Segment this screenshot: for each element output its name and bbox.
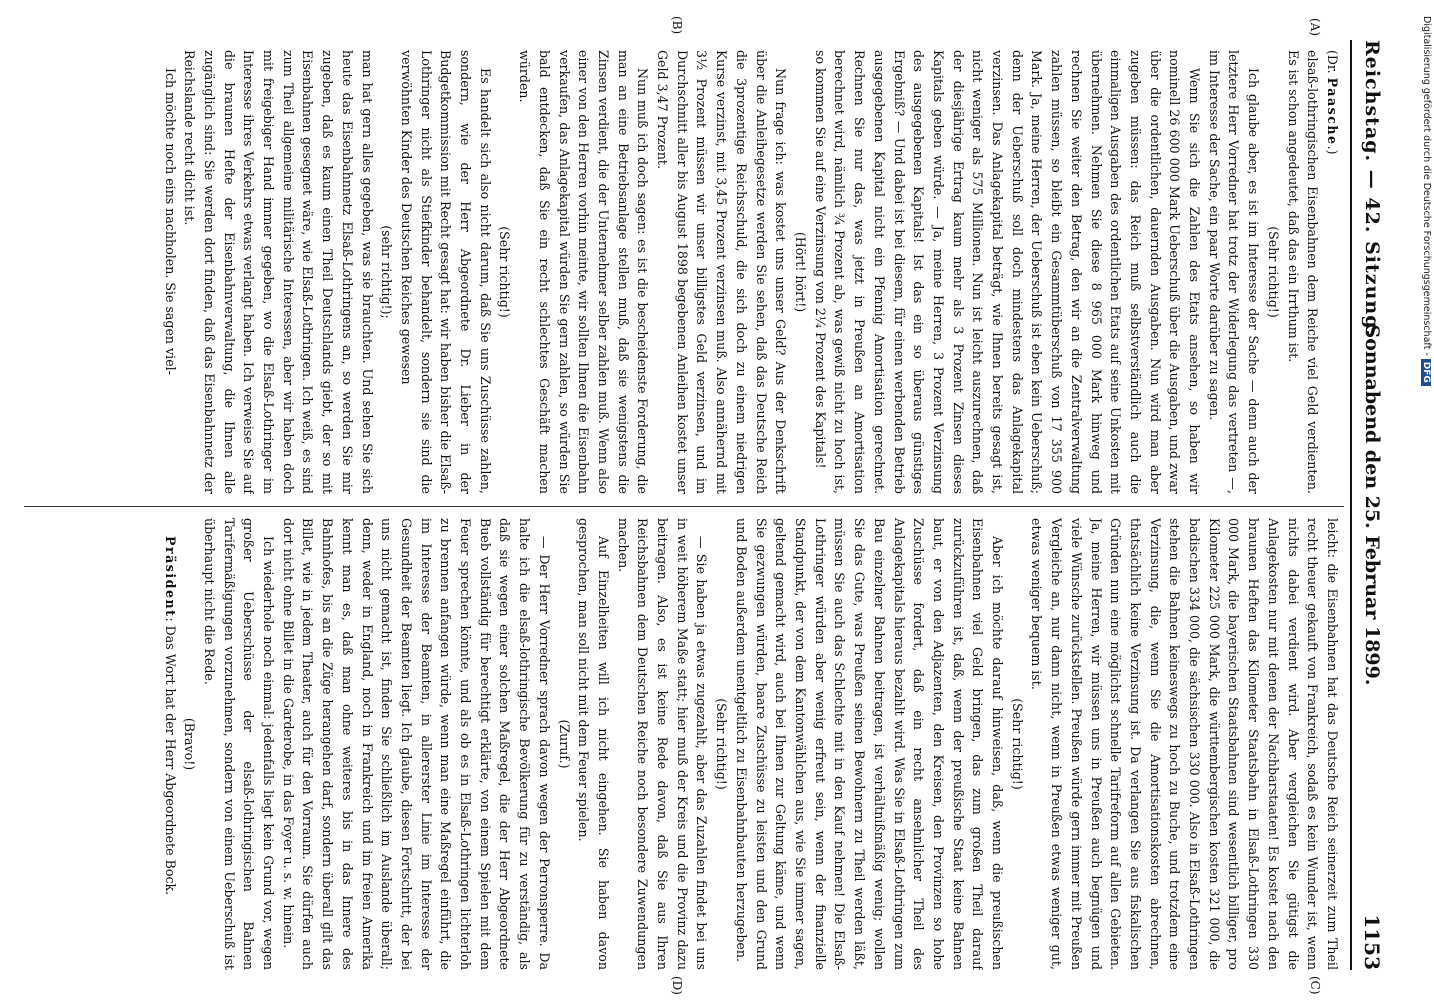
- paragraph: Ich glaube aber, es ist im Interesse der Sache — denn auch der letztere Herr Vorredner hat trotz der Widerlegung das vertreten —, im Interesse der Sache, ein paar Worte darüber zu sagen.: [1206, 50, 1262, 494]
- paragraph: leicht: die Eisenbahnen hat das Deutsche Reich seinerzeit zum Theil recht theuer gekauft von Frankreich, sodaß es kein Wunder ist, wenn nichts dabei verdient wird. Aber vergleichen Sie gütigst die Anlagekosten nur mit denen der Nachbarstaaten! Es kostet nach den braunen Heften das Kilometer Staatsbahn in Elsaß-Lothringen 330 000 Mark, die bayerischen Staatsbahnen sind wesentlich billiger, pro Kilometer 225 000 Mark, die württembergischen kosten 321 000, die badischen 334 000, die sächsischen 330 000. Also in Elsaß-Lothringen stehen die Bahnen keineswegs zu hoch zu Buche, und trotzdem eine Verzinsung, die, wenn Sie die Amortisationskosten abrechnen, thatsächlich keine Verzinsung ist. Da verlangen Sie aus fiskalischen Gründen nun eine möglichst schnelle Tarifreform auf allen Gebieten. Ja, meine Herren, wir müssen uns in Preußen auch begnügen und viele Wünsche zurückstellen. Preußen würde gern immer mit Preußen Vergleiche an, nur dann nicht, wenn in Preußen etwas weniger gut, etwas weniger bequem ist.: [1029, 518, 1340, 970]
- margin-mark-a: (A): [1308, 18, 1322, 37]
- interjection: (Sehr richtig!): [1265, 226, 1281, 318]
- paragraph: Nun frage ich: was kostet uns unser Geld? Aus der Denkschrift über die Anleihegesetze werden Sie sehen, daß das Deutsche Reich die 3prozentige Reichsschuld, die sich doch zu einem niedrigen Kurse verzinst, mit 3,45 Prozent verzinsen muß. Also annähernd mit 3½ Prozent müssen wir unser billigstes Geld verzinsen, und im Durchschnitt aller bis August 1898 begebenen Anleihen kostet unser Geld 3,47 Prozent.: [655, 50, 789, 494]
- paragraph: Es handelt sich also nicht darum, daß Sie uns Zuschüsse zahlen, sondern, wie der Herr Abgeordnete Dr. Lieber in der Budgetkommission mit Recht gesagt hat: wir haben bisher die Elsaß-Lothringer nicht als Stiefkinder behandelt, sondern sie sind die verwöhnten Kinder des Deutschen Reiches gewesen: [398, 50, 493, 494]
- paragraph: Wenn Sie sich die Zahlen des Etats ansehen, so haben wir nominell 26 600 000 Mark Ueberschuß über die Ausgaben, und zwar über die ordentlichen, dauernden Ausgaben. Nun wird man aber zugeben müssen: das Reich muß selbstverständlich auch die einmaligen Ausgaben des ordentlichen Etats auf seine Unkosten mit übernehmen. Nehmen Sie diese 8 965 000 Mark hinweg und rechnen Sie weiter den Betrag, den wir an die Zentralverwaltung zahlen müssen, so bleibt ein Gesammtüberschuß von 17 355 900 Mark. Ja, meine Herren, der Ueberschuß ist eben kein Ueberschuß; denn der Ueberschuß soll doch mindestens das Anlagekapital verzinsen. Das Anlagekapital beträgt, wie Ihnen bereits gesagt ist, nicht weniger als 575 Millionen. Nun ist leicht auszurechnen, daß der diesjährige Ertrag kaum mehr als 3 Prozent Zinsen dieses Kapitals geben würde. — Ja, meine Herren, 3 Prozent Verzinsung des ausgegebenen Kapitals! Ist das ein so überaus günstiges Ergebniß? — Und dabei ist bei diesem, für einen werbenden Betrieb ausgegebenen Kapital nicht ein Pfennig Amortisation gerechnet. Rechnen Sie nur das, was jetzt in Preußen an Amortisation berechnet wird, nämlich ¾ Prozent ab, was gewiß nicht zu hoch ist, so kommen Sie auf eine Verzinsung von 2¼ Prozent des Kapitals!: [812, 50, 1203, 494]
- dfg-logo: DFG: [1421, 359, 1431, 386]
- paragraph: Präsident: Das Wort hat der Herr Abgeordnete Bock.: [162, 536, 178, 896]
- margin-mark-c: (C): [1308, 976, 1322, 995]
- interjection: (sehr richtig!);: [379, 225, 395, 319]
- paragraph: Auf Einzelheiten will ich nicht eingehen. Sie haben davon gesprochen, man soll nicht mit dem Feuer spielen.: [576, 518, 611, 970]
- digitization-note: Digitalisierung gefördert durch die Deutsche Forschungsgemeinschaft -: [1421, 16, 1432, 356]
- page-number: 1153: [1360, 914, 1384, 970]
- interjection: (Sehr richtig!): [1009, 698, 1025, 790]
- margin-mark-d: (D): [670, 976, 684, 995]
- margin-mark-b: (B): [670, 16, 684, 35]
- page-header: [1356, 40, 1388, 970]
- digitization-credit: [1418, 8, 1434, 988]
- header-rule: [1350, 40, 1352, 970]
- column-divider: [24, 506, 1344, 507]
- interjection: (Zuruf.): [556, 719, 572, 769]
- header-date: Sonnabend den 25. Februar 1899.: [1361, 324, 1383, 686]
- interjection: (Sehr richtig!): [497, 226, 513, 318]
- interjection: (Hört! hört!): [793, 231, 809, 313]
- paragraph: elsaß-lothringischen Eisenbahnen dem Reiche viel Geld verdienten. Es ist schon angedeutet, daß das ein Irrthum ist.: [1285, 50, 1321, 494]
- speaker-line: (Dr. Paasche.): [1325, 50, 1340, 155]
- paragraph: Ich wiederhole noch einmal: jedenfalls liegt kein Grund vor, wegen großer Ueberschüsse der elsaß-lothringischen Bahnen Tarifermäßigungen vorzunehmen, sondern von einem Ueberschuß ist überhaupt nicht die Rede.: [201, 518, 277, 970]
- president-label: Präsident: [162, 536, 178, 618]
- paragraph: — Der Herr Vorredner sprach davon wegen der Perronsperre. Da halte ich die elsaß-lothringische Bevölkerung für zu verständig, als daß sie wegen einer solchen Maßregel, die der Herr Abgeordnete Bueb vollständig für berechtigt erklärte, von einem Spielen mit dem Feuer sprechen könnte, und als ob es in Elsaß-Lothringen lichterloh zu brennen anfangen würde, wenn man eine Maßregel einführt, die im Interesse der Beamten, in allererster Linie im Interesse der Gesundheit der Beamten liegt. Ich glaube, diesen Fortschritt, der bei uns nicht gemacht ist, finden Sie schließlich im Auslande überall; denn, weder in England, noch in Frankreich und im freien Amerika kennt man es, daß man ohne weiteres bis in das Innere des Bahnhofes, bis an die Züge herangehen darf, sondern überall gilt das Billet, wie in jedem Theater, auch für den Vorraum. Sie dürfen auch dort nicht ohne Billet in die Garderobe, in das Foyer u. s. w. hinein.: [280, 518, 552, 970]
- header-session: Reichstag. — 42. Sitzung.: [1361, 40, 1383, 338]
- paragraph: — Sie haben ja etwas zugezahlt, aber das Zuzahlen findet bei uns in weit höherem Maße statt; hier muß der Kreis und die Provinz dazu beitragen. Also, es ist keine Rede davon, daß Sie aus Ihren Reichsbahnen dem Deutschen Reiche noch besondere Zuwendungen machen.: [615, 518, 710, 970]
- right-column: [22, 518, 1342, 970]
- paragraph: Aber ich möchte darauf hinweisen, daß, wenn die preußischen Eisenbahnen viel Geld bringen, das zum großen Theil darauf zurückzuführen ist, daß, wenn der preußische Staat keine Bahnen baut, er von den Adjazenten, den Kreisen, den Provinzen so hohe Zuschüsse fordert, daß ein recht ansehnlicher Theil des Anlagekapitals hieraus bezahlt wird. Was Sie in Elsaß-Lothringen zum Bau einzelner Bahnen beitragen, ist verhältnißmäßig wenig; wollen Sie das Gute, was Preußen seinen Bewohnern zu Theil werden läßt, müssen Sie auch das Schlechte mit in den Kauf nehmen! Die Elsaß-Lothringer würden aber wenig erfreut sein, wenn der finanzielle Standpunkt, der von dem Kantonwählchen aus, wie Sie immer sagen, geltend gemacht wird, auch bei Ihnen zur Geltung käme, und wenn Sie gezwungen würden, baare Zuschüsse zu leisten und den Grund und Boden außerdem unentgeltlich zu Eisenbahnbauten herzugeben.: [733, 518, 1006, 970]
- left-column: [22, 50, 1342, 494]
- paragraph: Nun muß ich doch sagen: es ist die bescheidenste Forderung, die man an eine Betriebsanlage stellen muß, daß sie wenigstens die Zinsen verdient, die der Unternehmer selber zahlen muß. Wenn also einer von den Herren vorhin meinte, wir sollten Ihnen die Eisenbahn verkaufen, das Anlagekapital würden Sie gern zahlen, so würden Sie bald entdecken, daß Sie ein recht schlechtes Geschäft machen würden.: [517, 50, 651, 494]
- paragraph: man hat gern alles gegeben, was sie brauchten. Und sehen Sie sich heute das Eisenbahnnetz Elsaß-Lothringens an, so werden Sie mir zugeben, daß es kaum einen Theil Deutschlands giebt, der so mit Eisenbahnen gesegnet wäre, wie Elsaß-Lothringen. Ich weiß, es sind zum Theil allgemeine militärische Interessen, aber wir haben doch mit freigebiger Hand immer gegeben, wo die Elsaß-Lothringer im Interesse ihres Verkehrs etwas verlangt haben. Ich verweise Sie auf die braunen Hefte der Eisenbahnverwaltung, die Ihnen alle zugänglich sind: Sie werden dort finden, daß das Eisenbahnnetz der Reichslande recht dicht ist.: [182, 50, 375, 494]
- speaker-name: Paasche: [1325, 77, 1340, 146]
- interjection: (Bravo!): [182, 717, 198, 771]
- interjection: (Sehr richtig!): [714, 698, 730, 790]
- paragraph: Ich möchte noch eins nachholen. Sie sagen viel-: [162, 68, 178, 375]
